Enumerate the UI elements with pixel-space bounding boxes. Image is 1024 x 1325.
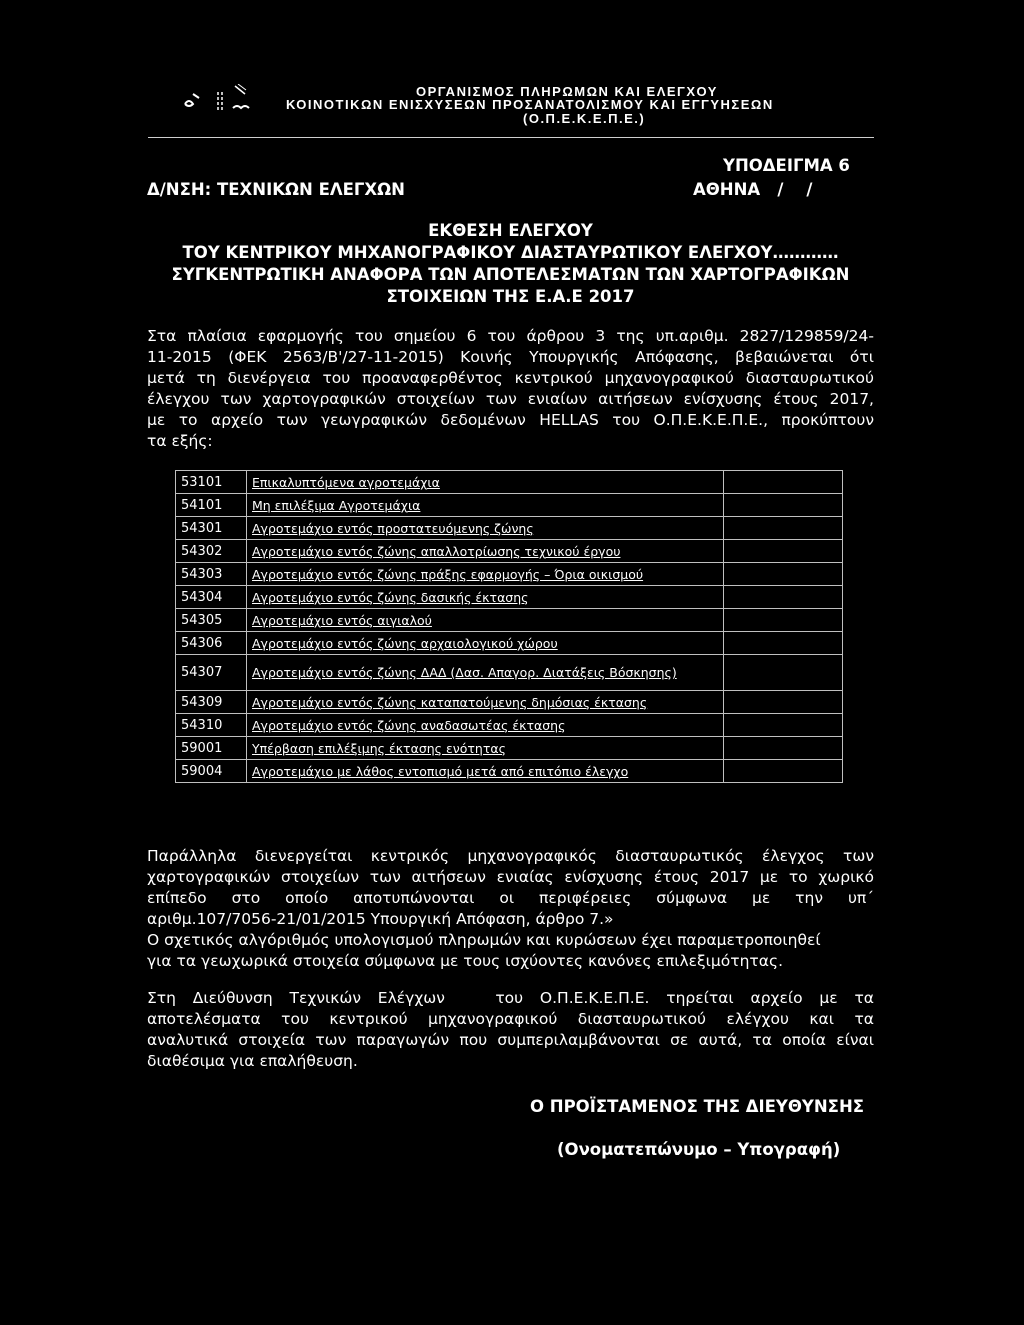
table-row	[176, 632, 843, 655]
row-code: 54310	[176, 714, 247, 737]
table-row	[176, 609, 843, 632]
title-line3: ΣΥΓΚΕΝΤΡΩΤΙΚΗ ΑΝΑΦΟΡΑ ΤΩΝ ΑΠΟΤΕΛΕΣΜΑΤΩΝ ΤΩΝ ΧΑΡΤΟΓΡΑΦΙΚΩΝ	[171, 265, 850, 284]
table-row	[176, 540, 843, 563]
row-code: 53101	[176, 471, 247, 494]
intro-line: τα εξής:	[147, 432, 213, 450]
table-row	[176, 737, 843, 760]
row-value-cell	[724, 609, 843, 632]
row-description: Αγροτεμάχιο εντός ζώνης αρχαιολογικού χώρου	[247, 632, 724, 655]
table-row	[176, 494, 843, 517]
header-divider	[148, 137, 874, 138]
table-row	[176, 471, 843, 494]
row-code: 54303	[176, 563, 247, 586]
row-value-cell	[724, 494, 843, 517]
row-description: Αγροτεμάχιο εντός ζώνης απαλλοτρίωσης τεχνικού έργου	[247, 540, 724, 563]
row-value-cell	[724, 471, 843, 494]
signature-name: (Ονοματεπώνυμο – Υπογραφή)	[557, 1140, 841, 1159]
archive-paragraph	[147, 988, 874, 1072]
row-value-cell	[724, 540, 843, 563]
table-row	[176, 760, 843, 783]
row-code: 54305	[176, 609, 247, 632]
table-row	[176, 563, 843, 586]
intro-line: έλεγχου των χαρτογραφικών στοιχείων των ενιαίων αιτήσεων ενίσχυσης έτους 2017,	[147, 390, 874, 408]
row-description: Επικαλυπτόμενα αγροτεμάχια	[247, 471, 724, 494]
row-value-cell	[724, 737, 843, 760]
paragraph-line: διαθέσιμα για επαλήθευση.	[147, 1052, 358, 1070]
row-value-cell	[724, 760, 843, 783]
table-row	[176, 655, 843, 691]
row-description: Αγροτεμάχιο με λάθος εντοπισμό μετά από επιτόπιο έλεγχο	[247, 760, 724, 783]
paragraph-line: αποτελέσματα του κεντρικού μηχανογραφικού διασταυρωτικού ελέγχου και τα	[147, 1010, 874, 1028]
paragraph-line: επίπεδο στο οποίο αποτυπώνονται οι περιφέρειες σύμφωνα με την υπ΄	[147, 889, 874, 907]
parallel-paragraph	[147, 846, 874, 972]
row-value-cell	[724, 691, 843, 714]
results-table	[175, 470, 843, 783]
row-code: 54101	[176, 494, 247, 517]
org-acronym: (Ο.Π.Ε.Κ.Ε.Π.Ε.)	[523, 111, 646, 126]
paragraph-line: Παράλληλα διενεργείται κεντρικός μηχανογραφικός διασταυρωτικός έλεγχος των	[147, 847, 874, 865]
org-name-line2: ΚΟΙΝΟΤΙΚΩΝ ΕΝΙΣΧΥΣΕΩΝ ΠΡΟΣΑΝΑΤΟΛΙΣΜΟΥ ΚΑΙ ΕΓΓΥΗΣΕΩΝ	[286, 97, 774, 112]
row-value-cell	[724, 632, 843, 655]
table-row	[176, 586, 843, 609]
intro-line: Στα πλαίσια εφαρμογής του σημείου 6 του άρθρου 3 της υπ.αριθμ. 2827/129859/24-	[147, 327, 874, 345]
title-line2: ΤΟΥ ΚΕΝΤΡΙΚΟΥ ΜΗΧΑΝΟΓΡΑΦΙΚΟΥ ΔΙΑΣΤΑΥΡΩΤΙΚΟΥ ΕΛΕΓΧΟΥ…………	[182, 243, 839, 262]
directorate-name: Δ/ΝΣΗ: ΤΕΧΝΙΚΩΝ ΕΛΕΓΧΩΝ	[147, 180, 405, 199]
row-code: 54309	[176, 691, 247, 714]
intro-line: 11-2015 (ΦΕΚ 2563/Β'/27-11-2015) Κοινής Υπουργικής Απόφασης, βεβαιώνεται ότι	[147, 348, 874, 366]
row-description: Αγροτεμάχιο εντός προστατευόμενης ζώνης	[247, 517, 724, 540]
paragraph-line: χαρτογραφικών στοιχείων των αιτήσεων ενιαίας ενίσχυσης έτους 2017 με το χωρικό	[147, 868, 874, 886]
place-date: ΑΘΗΝΑ / /	[693, 180, 813, 199]
table-row	[176, 517, 843, 540]
paragraph-line: αριθμ.107/7056-21/01/2015 Υπουργική Απόφαση, άρθρο 7.»	[147, 910, 614, 928]
row-value-cell	[724, 517, 843, 540]
row-code: 54307	[176, 655, 247, 691]
row-code: 59004	[176, 760, 247, 783]
intro-line: μετά τη διενέργεια του προαναφερθέντος κεντρικού μηχανογραφικού διασταυρωτικού	[147, 369, 874, 387]
organization-logo	[183, 84, 253, 124]
signature-title: Ο ΠΡΟΪΣΤΑΜΕΝΟΣ ΤΗΣ ΔΙΕΥΘΥΝΣΗΣ	[530, 1097, 865, 1116]
row-code: 54304	[176, 586, 247, 609]
title-line4: ΣΤΟΙΧΕΙΩΝ ΤΗΣ Ε.Α.Ε 2017	[386, 287, 635, 306]
row-value-cell	[724, 563, 843, 586]
row-description: Αγροτεμάχιο εντός αιγιαλού	[247, 609, 724, 632]
row-code: 54306	[176, 632, 247, 655]
row-code: 54301	[176, 517, 247, 540]
row-value-cell	[724, 655, 843, 691]
intro-paragraph	[147, 326, 874, 452]
paragraph-line: για τα γεωχωρικά στοιχεία σύμφωνα με τους ισχύοντες κανόνες επιλεξιμότητας.	[147, 952, 783, 970]
row-description: Αγροτεμάχιο εντός ζώνης πράξης εφαρμογής – Όρια οικισμού	[247, 563, 724, 586]
paragraph-line: Στη Διεύθυνση Τεχνικών Ελέγχων του Ο.Π.Ε.Κ.Ε.Π.Ε. τηρείται αρχείο με τα	[147, 989, 874, 1007]
row-description: Αγροτεμάχιο εντός ζώνης ΔΑΔ (Δασ. Απαγορ. Διατάξεις Βόσκησης)	[247, 655, 724, 691]
row-description: Αγροτεμάχιο εντός ζώνης δασικής έκτασης	[247, 586, 724, 609]
row-description: Αγροτεμάχιο εντός ζώνης καταπατούμενης δημόσιας έκτασης	[247, 691, 724, 714]
title-line1: ΕΚΘΕΣΗ ΕΛΕΓΧΟΥ	[428, 221, 593, 240]
report-title	[147, 220, 874, 308]
row-description: Αγροτεμάχιο εντός ζώνης αναδασωτέας έκτασης	[247, 714, 724, 737]
paragraph-line: αναλυτικά στοιχεία των παραγωγών που συμπεριλαμβάνονται σε αυτά, τα οποία είναι	[147, 1031, 874, 1049]
row-description: Υπέρβαση επιλέξιμης έκτασης ενότητας	[247, 737, 724, 760]
row-description: Μη επιλέξιμα Αγροτεμάχια	[247, 494, 724, 517]
row-value-cell	[724, 586, 843, 609]
template-label: ΥΠΟΔΕΙΓΜΑ 6	[723, 156, 850, 175]
table-row	[176, 714, 843, 737]
intro-line: με το αρχείο των γεωγραφικών δεδομένων HELLAS του Ο.Π.Ε.Κ.Ε.Π.Ε., προκύπτουν	[147, 411, 874, 429]
table-row	[176, 691, 843, 714]
row-code: 54302	[176, 540, 247, 563]
row-value-cell	[724, 714, 843, 737]
org-name-line1: ΟΡΓΑΝΙΣΜΟΣ ΠΛΗΡΩΜΩΝ ΚΑΙ ΕΛΕΓΧΟΥ	[416, 84, 718, 99]
paragraph-line: Ο σχετικός αλγόριθμός υπολογισμού πληρωμών και κυρώσεων έχει παραμετροποιηθεί	[147, 931, 821, 949]
row-code: 59001	[176, 737, 247, 760]
